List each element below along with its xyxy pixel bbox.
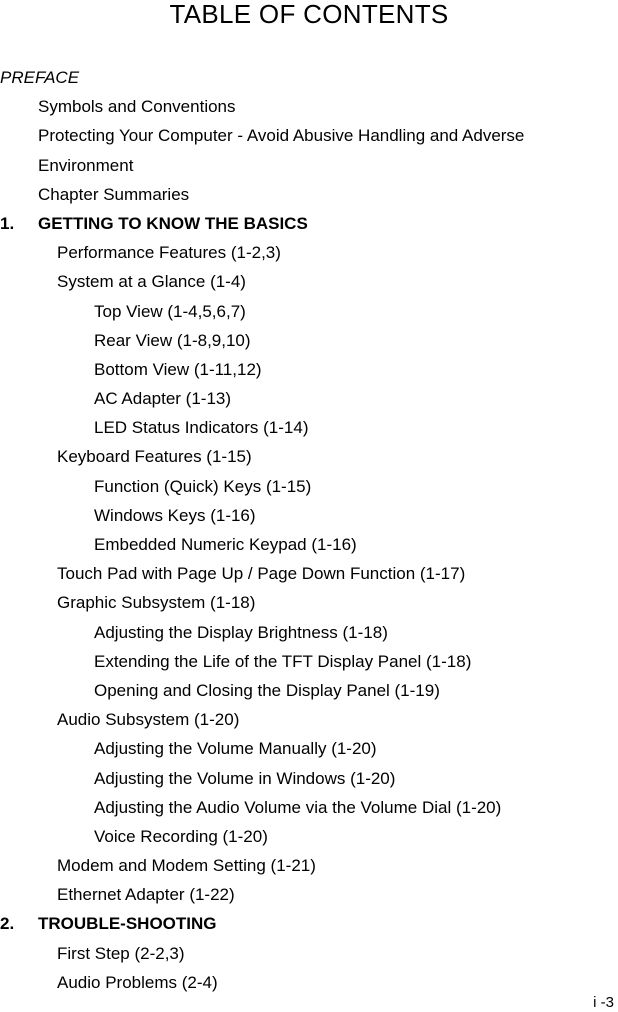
- toc-entry: [0, 968, 618, 997]
- toc-entry: [0, 413, 618, 442]
- toc-entry-text: First Step (2-2,3): [57, 943, 185, 963]
- toc-entry-text: Graphic Subsystem (1-18): [57, 593, 256, 613]
- toc-entry-text: Embedded Numeric Keypad (1-16): [94, 535, 357, 554]
- toc-entry: [0, 647, 618, 676]
- toc-entry-text: Modem and Modem Setting (1-21): [57, 856, 316, 876]
- toc-entries: [0, 63, 618, 997]
- toc-chapter-heading: [0, 209, 618, 238]
- toc-section-heading: [0, 63, 618, 92]
- toc-entry: [0, 472, 618, 501]
- toc-entry-text: TROUBLE-SHOOTING: [38, 914, 217, 934]
- toc-entry-text: Adjusting the Display Brightness (1-18): [94, 622, 388, 642]
- toc-entry: [0, 92, 618, 121]
- toc-entry-text: Keyboard Features (1-15): [57, 447, 252, 467]
- toc-entry: [0, 238, 618, 267]
- toc-entry: [0, 676, 618, 705]
- toc-entry: [0, 355, 618, 384]
- page-number: i -3: [593, 994, 614, 1011]
- toc-entry: [0, 384, 618, 413]
- toc-entry-text: Audio Problems (2-4): [57, 972, 218, 992]
- toc-entry-text: Adjusting the Volume in Windows (1-20): [94, 768, 396, 788]
- toc-entry-text: Environment: [38, 155, 134, 175]
- page-title: TABLE OF CONTENTS: [169, 0, 449, 29]
- toc-entry: [0, 559, 618, 588]
- toc-entry-text: LED Status Indicators (1-14): [94, 418, 309, 438]
- toc-chapter-number: 1.: [0, 213, 15, 233]
- toc-chapter-number: 2.: [0, 914, 15, 934]
- toc-entry-text: AC Adapter (1-13): [94, 389, 232, 409]
- toc-entry: [0, 880, 618, 909]
- toc-entry-text: Extending the Life of the TFT Display Panel (1-18): [94, 651, 472, 671]
- toc-entry: [0, 151, 618, 180]
- toc-entry-text: Touch Pad with Page Up / Page Down Function (1-17): [57, 564, 466, 584]
- toc-entry-text: Protecting Your Computer - Avoid Abusive Handling and Adverse: [38, 126, 525, 146]
- toc-entry-text: Adjusting the Volume Manually (1-20): [94, 739, 377, 759]
- toc-entry: [0, 939, 618, 968]
- toc-entry: [0, 121, 618, 150]
- toc-entry-text: GETTING TO KNOW THE BASICS: [38, 213, 308, 233]
- toc-entry: [0, 530, 618, 559]
- toc-entry: [0, 501, 618, 530]
- toc-entry-text: Performance Features (1-2,3): [57, 243, 281, 263]
- toc-entry: [0, 793, 618, 822]
- toc-entry: [0, 764, 618, 793]
- toc-entry: [0, 734, 618, 763]
- toc-entry-text: Adjusting the Audio Volume via the Volume Dial (1-20): [94, 797, 502, 817]
- toc-entry: [0, 297, 618, 326]
- toc-entry-text: Function (Quick) Keys (1-15): [94, 476, 312, 496]
- toc-entry-text: Chapter Summaries: [38, 184, 190, 204]
- toc-entry: [0, 618, 618, 647]
- toc-entry: [0, 822, 618, 851]
- toc-entry-text: Voice Recording (1-20): [94, 826, 268, 846]
- toc-entry-text: Opening and Closing the Display Panel (1-19): [94, 680, 440, 700]
- toc-entry-text: Symbols and Conventions: [38, 97, 236, 117]
- toc-entry-text: Ethernet Adapter (1-22): [57, 885, 235, 905]
- toc-entry-text: Bottom View (1-11,12): [94, 359, 262, 379]
- toc-entry: [0, 851, 618, 880]
- toc-entry: [0, 442, 618, 471]
- toc-entry: [0, 326, 618, 355]
- toc-entry-text: Audio Subsystem (1-20): [57, 710, 240, 730]
- toc-entry-text: Top View (1-4,5,6,7): [94, 301, 246, 321]
- toc-entry-text: System at a Glance (1-4): [57, 272, 246, 292]
- toc-chapter-heading: [0, 909, 618, 938]
- toc-entry-text: Windows Keys (1-16): [94, 505, 256, 525]
- toc-entry: [0, 267, 618, 296]
- toc-entry: [0, 705, 618, 734]
- toc-entry: [0, 180, 618, 209]
- toc-entry-text: Rear View (1-8,9,10): [94, 330, 251, 350]
- toc-entry: [0, 588, 618, 617]
- toc-entry-text: PREFACE: [0, 68, 80, 87]
